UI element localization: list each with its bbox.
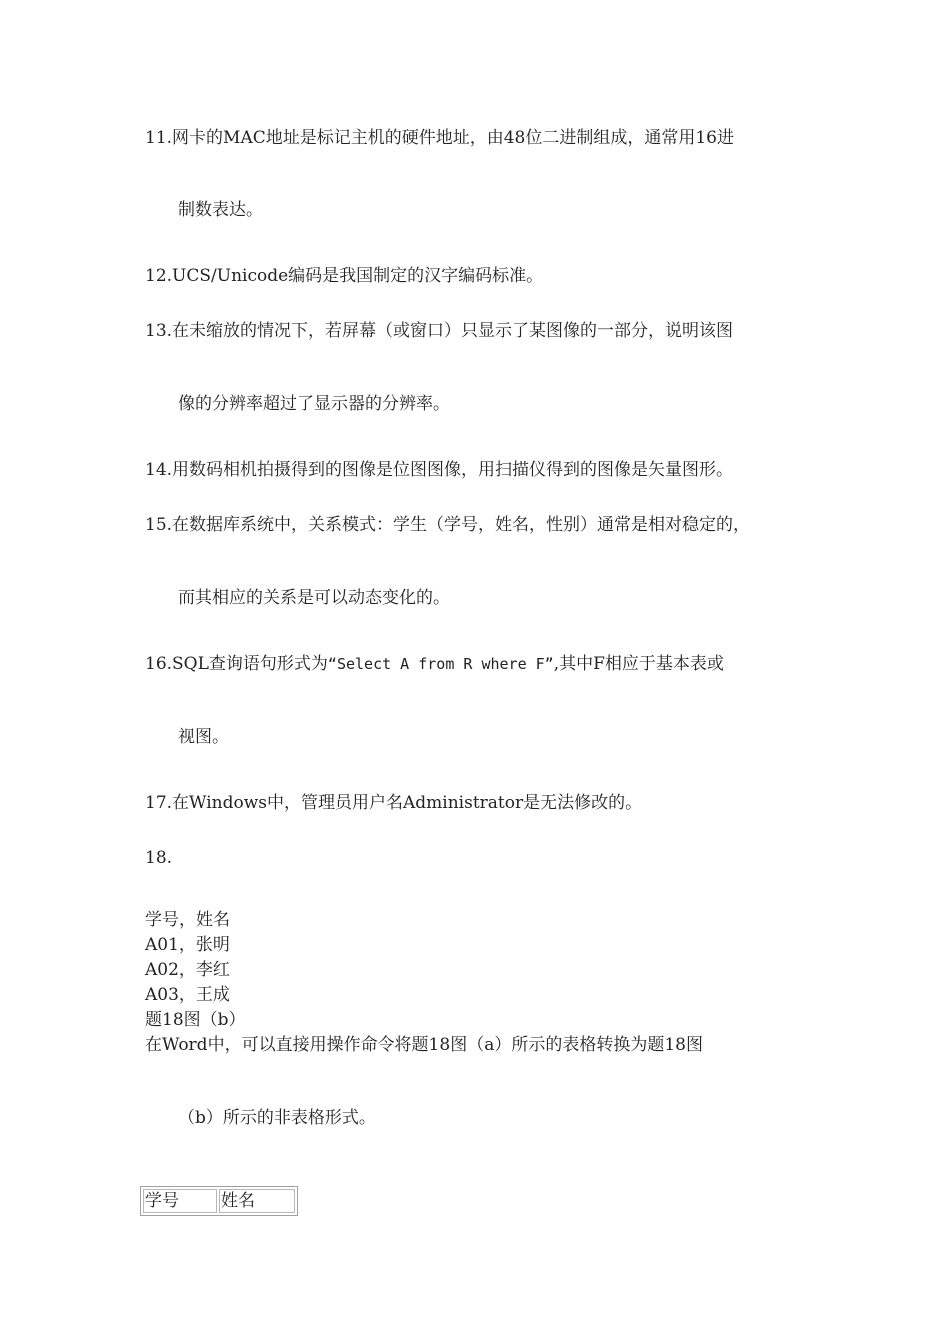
q15-line2: 而其相应的关系是可以动态变化的。 (178, 588, 450, 608)
q12-line1: 12.UCS/Unicode编码是我国制定的汉字编码标准。 (145, 266, 544, 286)
q18-number: 18. (145, 848, 173, 868)
q16-line2: 视图。 (178, 727, 229, 747)
q13-line1: 13.在未缩放的情况下，若屏幕（或窗口）只显示了某图像的一部分，说明该图 (145, 321, 734, 341)
q18-caption-b: 题18图（b） (145, 1010, 246, 1030)
q11-line1: 11.网卡的MAC地址是标记主机的硬件地址，由48位二进制组成，通常用16进 (145, 128, 734, 148)
q16-sql-code: “Select A from R where F” (327, 655, 554, 673)
q18-line1: 在Word中，可以直接用操作命令将题18图（a）所示的表格转换为题18图 (145, 1035, 703, 1055)
q17-line1: 17.在Windows中，管理员用户名Administrator是无法修改的。 (145, 793, 643, 813)
q18-list-item-4: A03，王成 (145, 985, 230, 1005)
q14-line1: 14.用数码相机拍摄得到的图像是位图图像，用扫描仪得到的图像是矢量图形。 (145, 460, 734, 480)
q16-line1 (145, 653, 724, 675)
table-row (143, 1189, 295, 1213)
table-header-cell: 姓名 (219, 1189, 295, 1213)
q15-line1: 15.在数据库系统中，关系模式：学生（学号，姓名，性别）通常是相对稳定的， (145, 515, 751, 535)
q18-list-item-1: 学号，姓名 (145, 910, 230, 930)
q18-line2: （b）所示的非表格形式。 (178, 1108, 376, 1128)
q18-list-item-3: A02，李红 (145, 960, 230, 980)
q11-line2: 制数表达。 (178, 200, 263, 220)
table-header-cell: 学号 (143, 1189, 217, 1213)
q13-line2: 像的分辨率超过了显示器的分辨率。 (178, 394, 450, 414)
q18-table (140, 1186, 298, 1216)
q16-prefix: 16.SQL查询语句形式为 (145, 654, 328, 674)
q16-suffix: ,其中F相应于基本表或 (553, 654, 724, 674)
q18-list-item-2: A01，张明 (145, 935, 230, 955)
